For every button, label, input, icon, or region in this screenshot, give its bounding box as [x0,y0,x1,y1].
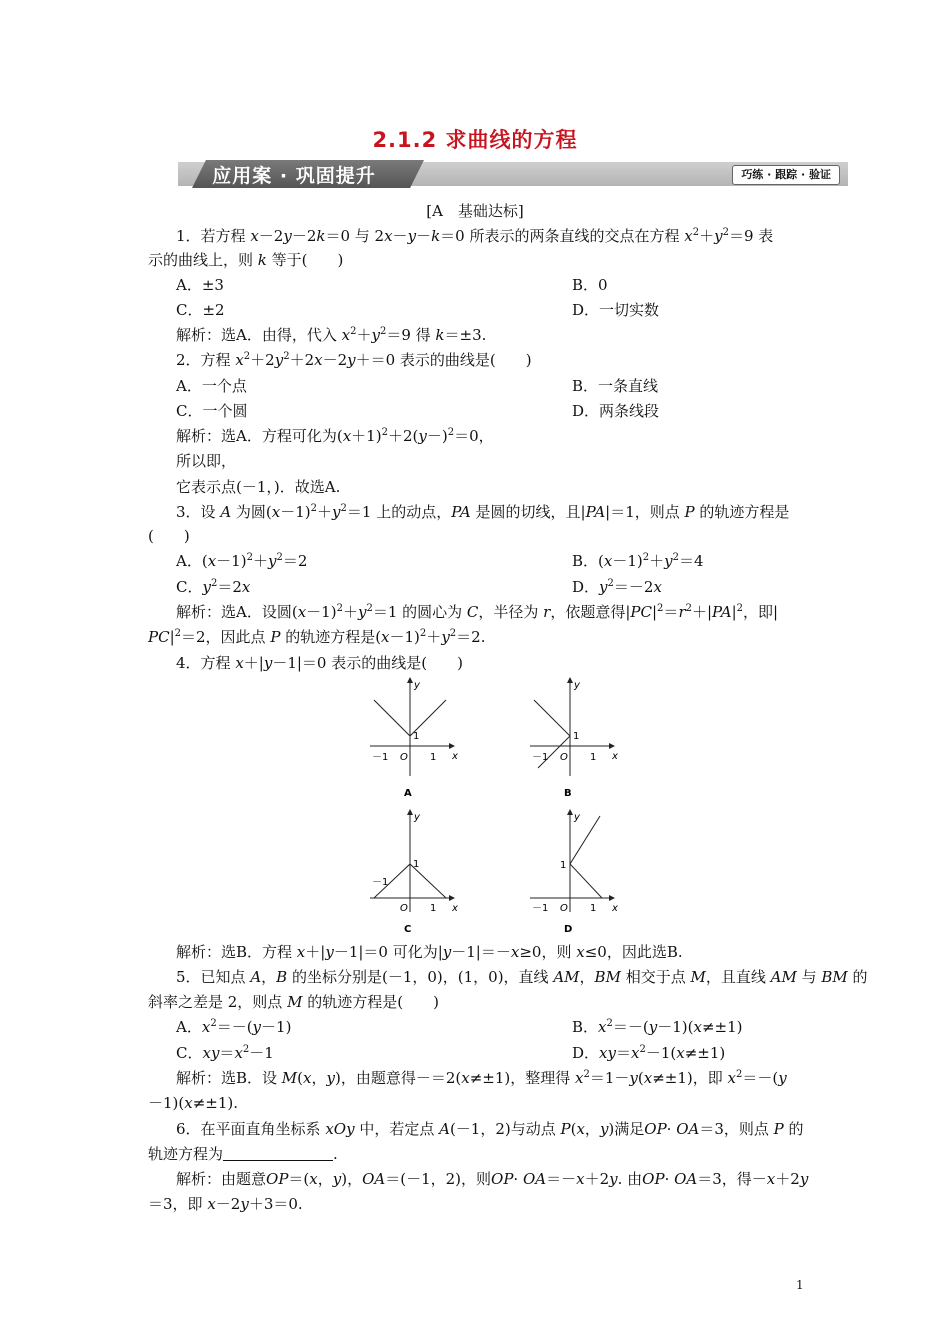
graph-b-x-label: x [612,751,618,762]
graph-b-y-label: y [574,680,580,691]
q2-option-a: A．一个点 [176,377,247,395]
q6-solution-line2: ＝3，即 x－2y＋3＝0. [148,1195,303,1213]
page-title: 2.1.2 求曲线的方程 [372,128,578,152]
graph-a-origin: O [400,752,408,763]
q5-option-c: C．$xy=x^2-1$ [176,1044,274,1062]
graph-d-y-label: y [574,812,580,823]
graph-c-label: C [404,924,412,935]
page-number: 1 [796,1278,804,1292]
q6-stem-line1: 6．在平面直角坐标系 xOy 中，若定点 A(－1，2)与动点 P(x，y)满足OP· OA＝3，则点 P 的 [176,1120,804,1138]
graph-b-one-x: 1 [590,752,597,763]
banner-right-tag: 巧练 · 跟踪 · 验证 [732,165,840,185]
q3-option-b: B．$(x-1)^2+y^2=4$ [572,552,704,570]
q3-stem-line1: 3．设 A 为圆$(x-1)^2+y^2=1$ 上的动点，PA 是圆的切线，且|PA|＝1，则点 P 的轨迹方程是 [176,503,790,521]
q2-option-b: B．一条直线 [572,377,659,395]
graph-b-label: B [564,788,572,799]
q4-stem: 4．方程 x＋|y－1|＝0 表示的曲线是( ) [176,654,463,672]
graph-c [370,812,458,935]
q5-solution-line2: －1)(x≠±1). [148,1094,239,1112]
banner-left-text: 应用案 · 巩固提升 [212,165,376,187]
q1-option-a: A．±3 [176,276,224,294]
q3-option-c: C．$y^2=2x$ [176,578,251,596]
q3-option-a: A．$(x-1)^2+y^2=2$ [176,552,308,570]
graph-a-y-label: y [414,680,420,691]
graph-a-label: A [404,788,412,799]
q1-option-c: C．±2 [176,301,225,319]
q1-stem-line2: 示的曲线上，则 k 等于( ) [148,251,344,269]
graph-a-x-label: x [452,751,458,762]
q4-solution: 解析：选B．方程 x＋|y－1|＝0 可化为|y－1|＝－x≥0，则 x≤0，因此选B. [176,943,683,961]
graph-c-x-label: x [452,903,458,914]
graph-c-one-y: 1 [413,859,420,870]
graph-d-x-label: x [612,903,618,914]
q5-stem-line1: 5．已知点 A，B 的坐标分别是(－1，0)，(1，0)，直线 AM，BM 相交于点 M，且直线 AM 与 BM 的 [176,968,868,986]
q3-stem-line2: ( ) [148,527,190,545]
q1-option-d: D．一切实数 [572,301,660,319]
q2-solution-line1: 解析：选A．方程可化为$(x+1)^2+2(y-)^2=0$， [176,427,494,445]
q5-stem-line2: 斜率之差是 2，则点 M 的轨迹方程是( ) [148,993,439,1011]
q5-option-d: D．$xy=x^2-1(x\ne\pm 1)$ [572,1044,726,1062]
section-banner [178,162,848,186]
q3-solution-line2: $PC|^2=2$，因此点 P 的轨迹方程是$(x-1)^2+y^2=2$. [148,628,486,646]
q1-option-b: B．0 [572,276,608,294]
graph-d [530,812,618,935]
q5-solution-line1: 解析：选B．设 M(x，y)，由题意得－＝2(x≠±1)，整理得 $x^2=1-y(x\ne\pm 1)$，即 $x^2=-(y$ [176,1069,787,1087]
graph-a-one-y: 1 [413,731,420,742]
q1-stem-line1: 1．若方程 x－2y－2k＝0 与 2x－y－k＝0 所表示的两条直线的交点在方程 $x^2+y^2=9$ 表 [176,227,774,245]
q6-stem-line2: 轨迹方程为 . [148,1145,338,1163]
graph-c-neg-one: －1 [372,877,389,888]
q5-option-b: B．$x^2=-(y-1)(x\ne\pm 1)$ [572,1018,743,1036]
q3-solution-line1: 解析：选A．设圆$(x-1)^2+y^2=1$ 的圆心为 C，半径为 r，依题意得$|PC|^2=r^2+|PA|^2$，即| [176,603,779,621]
graph-c-y-label: y [414,812,420,823]
q3-option-d: D．$y^2=-2x$ [572,578,662,596]
q4-graphs [360,676,630,936]
q6-solution-line1: 解析：由题意OP＝(x，y)，OA＝(－1，2)，则OP· OA＝－x＋2y. 由OP· OA＝3，得－x＋2y [176,1170,809,1188]
graph-c-origin: O [400,903,408,914]
graph-a-one-x: 1 [430,752,437,763]
graph-c-one-x: 1 [430,903,437,914]
section-heading: [A 基础达标] [426,202,524,220]
graph-b-one-y: 1 [573,731,580,742]
q2-solution-line3: 它表示点(－1，)．故选A. [176,478,341,496]
graph-d-origin: O [560,903,568,914]
q2-solution-line2: 所以即， [176,452,237,470]
graph-d-label: D [564,924,573,935]
graph-b-neg-one: －1 [532,752,549,763]
graph-d-neg-one: －1 [532,903,549,914]
graph-b-origin: O [560,752,568,763]
answer-blank[interactable] [223,1146,333,1161]
graph-a-neg-one: －1 [372,752,389,763]
graph-b [530,680,618,799]
graph-d-one-x: 1 [590,903,597,914]
graph-a [370,680,458,799]
q2-option-c: C．一个圆 [176,402,248,420]
q1-solution: 解析：选A．由得，代入 $x^2+y^2=9$ 得 k＝±3. [176,326,487,344]
graph-d-one-y: 1 [560,860,567,871]
q5-option-a: A．$x^2=-(y-1)$ [176,1018,292,1036]
q2-stem: 2．方程 $x^2+2y^2+2x-2y+=0$ 表示的曲线是( ) [176,351,532,369]
q2-option-d: D．两条线段 [572,402,660,420]
